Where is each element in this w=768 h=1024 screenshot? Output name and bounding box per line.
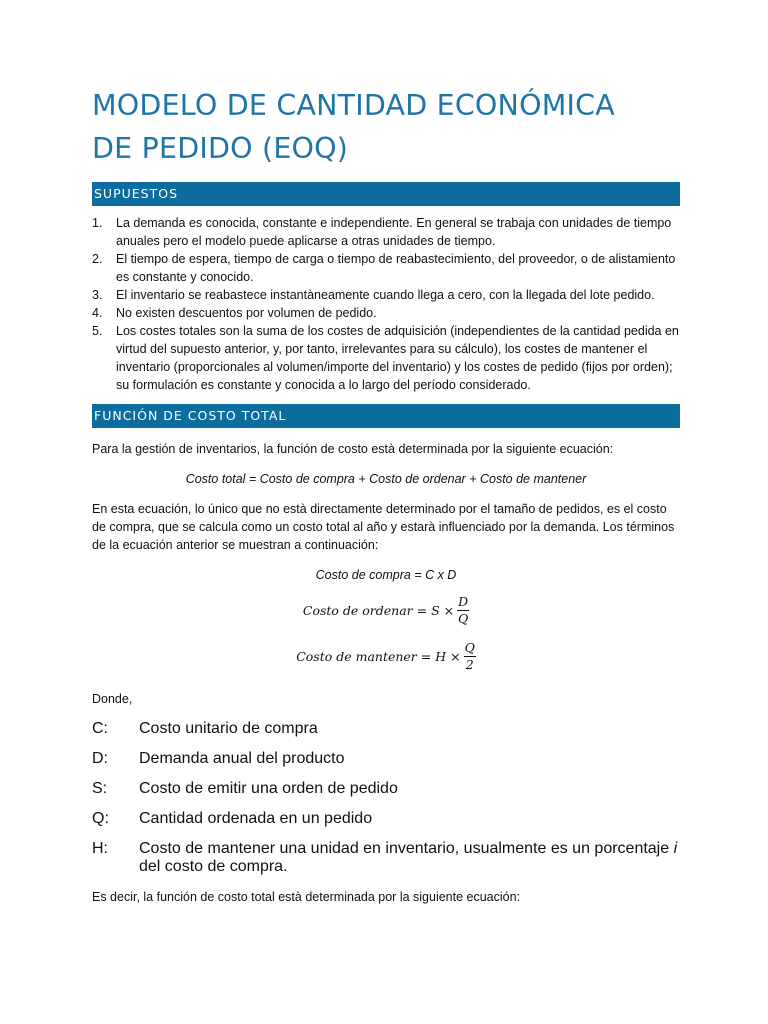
definition-row xyxy=(92,720,680,738)
equation-lhs: Costo de mantener = H × xyxy=(296,648,461,664)
donde-label: Donde, xyxy=(92,692,133,706)
list-number: 3. xyxy=(92,288,103,302)
definition-text: Costo de emitir una orden de pedido xyxy=(139,780,398,797)
definition-key: D: xyxy=(92,750,108,767)
definition-text-italic: i xyxy=(673,840,678,857)
title-line-1: MODELO DE CANTIDAD ECONÓMICA xyxy=(92,89,615,122)
list-text: Los costes totales son la suma de los costes de adquisición (independientes de la cantidad pedida en virtud del supuesto anterior, y, por tanto, irrelevantes para su cálculo), los costes de mantener el inventario (proporcionales al volumen/importe del inventario) y los costes de pedido (fijos por orden); su formulación es constante y conocida a lo largo del período considerado. xyxy=(116,324,679,392)
list-item xyxy=(92,304,680,322)
list-number: 5. xyxy=(92,324,103,338)
fraction-numerator: Q xyxy=(464,639,475,655)
list-item xyxy=(92,250,680,286)
list-number: 2. xyxy=(92,252,103,266)
definition-text xyxy=(139,840,680,876)
list-text: La demanda es conocida, constante e independiente. En general se trabaja con unidades de tiempo anuales pero el modelo puede aplicarse a otras unidades de tiempo. xyxy=(116,216,672,248)
definition-text-part: del costo de compra. xyxy=(139,858,288,875)
closing-paragraph: Es decir, la función de costo total està determinada por la siguiente ecuación: xyxy=(92,890,521,904)
title-line-2: DE PEDIDO (EOQ) xyxy=(92,132,349,165)
definition-key: C: xyxy=(92,720,108,737)
explanation-paragraph: En esta ecuación, lo único que no està directamente determinado por el tamaño de pedidos, es el costo de compra, que se calcula como un costo total al año y estarà influenciado por la demanda. Los términos de la ecuación anterior se muestran a continuación: xyxy=(92,502,675,552)
section-header-supuestos: SUPUESTOS xyxy=(92,182,680,206)
list-item xyxy=(92,322,680,394)
section-header-funcion-costo-total: FUNCIÓN DE COSTO TOTAL xyxy=(92,404,680,428)
list-number: 1. xyxy=(92,216,103,230)
equation-costo-ordenar xyxy=(92,590,680,630)
definition-key: S: xyxy=(92,780,108,797)
fraction-numerator: D xyxy=(458,593,469,609)
definition-text: Costo unitario de compra xyxy=(139,720,318,737)
definition-key: H: xyxy=(92,840,108,857)
fraction xyxy=(464,640,476,673)
equation-costo-compra: Costo de compra = C x D xyxy=(315,568,457,582)
fraction-denominator: Q xyxy=(457,610,469,626)
fraction xyxy=(457,594,469,627)
document-page xyxy=(92,84,680,906)
definition-row xyxy=(92,840,680,876)
equation-costo-total: Costo total = Costo de compra + Costo de ordenar + Costo de mantener xyxy=(185,472,587,486)
list-item xyxy=(92,214,680,250)
list-item xyxy=(92,286,680,304)
definition-row xyxy=(92,750,680,768)
definition-key: Q: xyxy=(92,810,109,827)
equation-lhs: Costo de ordenar = S × xyxy=(302,602,455,618)
fraction-denominator: 2 xyxy=(465,656,474,672)
definition-text: Demanda anual del producto xyxy=(139,750,345,767)
list-text: No existen descuentos por volumen de pedido. xyxy=(116,306,377,320)
definition-row xyxy=(92,780,680,798)
equation-costo-mantener xyxy=(92,636,680,676)
definition-text-part: Costo de mantener una unidad en inventario, usualmente es un porcentaje xyxy=(139,840,674,857)
intro-paragraph: Para la gestión de inventarios, la función de costo està determinada por la siguiente ecuación: xyxy=(92,442,614,456)
list-text: El inventario se reabastece instantàneamente cuando llega a cero, con la llegada del lote pedido. xyxy=(116,288,655,302)
document-title xyxy=(92,84,680,170)
assumptions-list xyxy=(92,214,680,394)
definition-text: Cantidad ordenada en un pedido xyxy=(139,810,373,827)
definition-row xyxy=(92,810,680,828)
list-text: El tiempo de espera, tiempo de carga o tiempo de reabastecimiento, del proveedor, o de alistamiento es constante y conocido. xyxy=(116,252,676,284)
list-number: 4. xyxy=(92,306,103,320)
